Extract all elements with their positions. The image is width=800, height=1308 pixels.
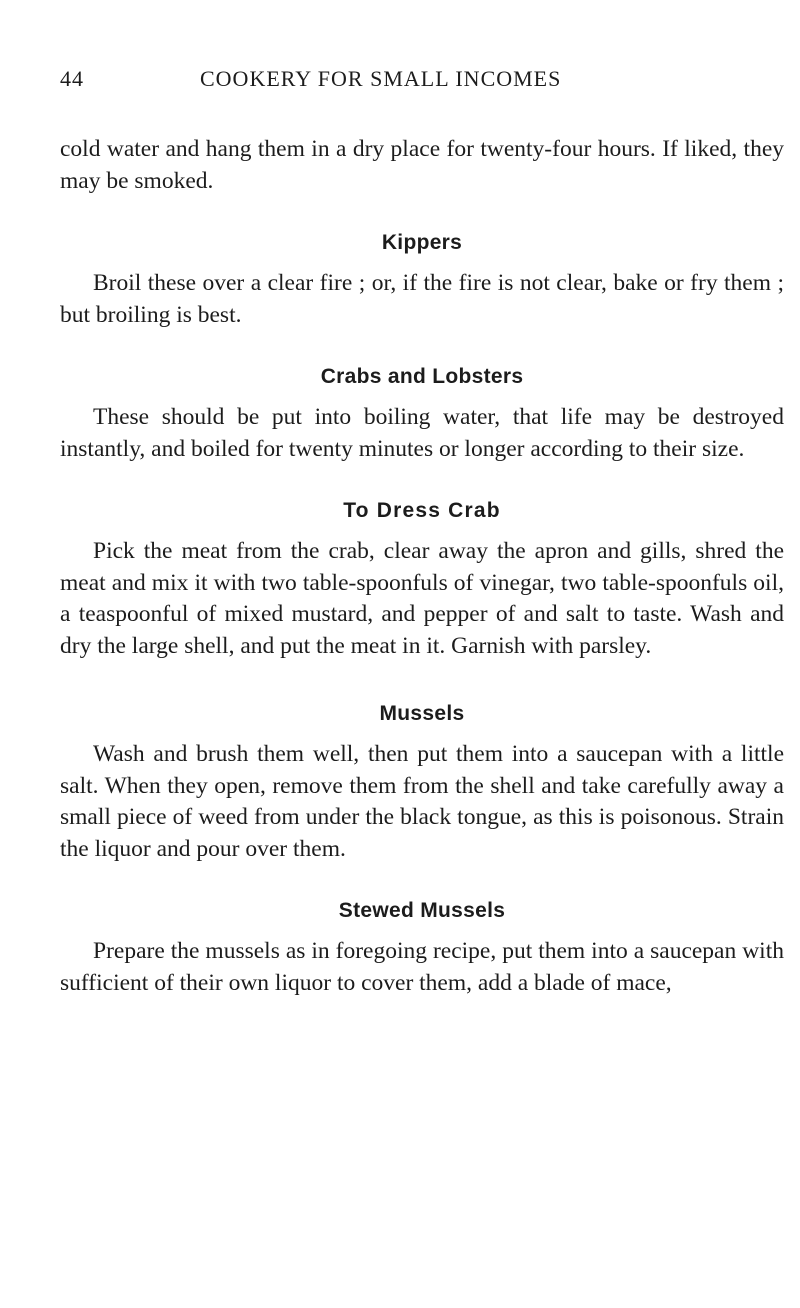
- section-text-crabs-and-lobsters: These should be put into boiling water, that life may be destroyed instantly, and boiled for twenty minutes or longer according to their size.: [60, 404, 784, 462]
- section-text-stewed-mussels: Prepare the mussels as in foregoing recipe, put them into a saucepan with sufficient of their own liquor to cover them, add a blade of mace,: [60, 938, 784, 996]
- section-heading-to-dress-crab: To Dress Crab: [343, 499, 501, 522]
- page-number: 44: [60, 66, 84, 91]
- section-heading-mussels: Mussels: [379, 702, 465, 725]
- section-text-mussels: Wash and brush them well, then put them into a saucepan with a little salt. When they open, remove them from the shell and take carefully away a small piece of weed from under the black tongue, as this is poisonous. Strain the liquor and pour over them.: [60, 741, 784, 862]
- running-title: COOKERY FOR SMALL INCOMES: [200, 66, 562, 91]
- section-heading-kippers: Kippers: [381, 231, 463, 254]
- running-header: [60, 66, 784, 96]
- continuation-paragraph: cold water and hang them in a dry place for twenty-four hours. If liked, they may be smoked.: [60, 136, 784, 194]
- section-text-kippers: Broil these over a clear fire ; or, if the fire is not clear, bake or fry them ; but broiling is best.: [60, 270, 784, 328]
- section-text-to-dress-crab: Pick the meat from the crab, clear away the apron and gills, shred the meat and mix it with two table-spoonfuls of vinegar, two table-spoonfuls oil, a teaspoonful of mixed mustard, and pepper of and salt to taste. Wash and dry the large shell, and put the meat in it. Garnish with parsley.: [60, 538, 784, 659]
- page-body: [60, 134, 784, 999]
- section-heading-crabs-and-lobsters: Crabs and Lobsters: [320, 365, 524, 388]
- section-heading-stewed-mussels: Stewed Mussels: [338, 899, 506, 922]
